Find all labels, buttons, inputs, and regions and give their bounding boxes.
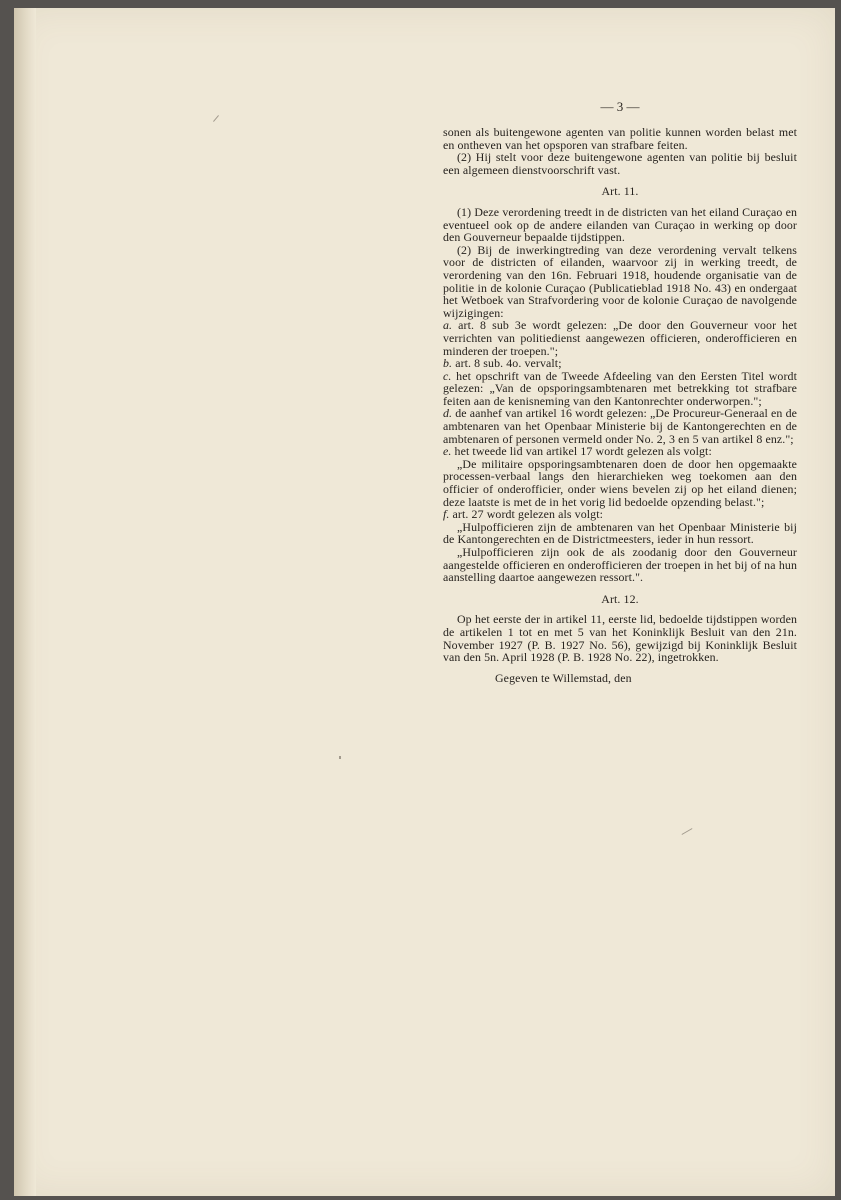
paragraph-art11-lid2: (2) Bij de inwerkingtreding van deze verordening vervalt telkens voor de districten of eilanden, waarvoor zij in werking treedt, de verordening van den 16n. Februari 1918, houdende organisatie van de politie in de kolonie Curaçao (Publicatieblad 1918 No. 43) en ondergaat het Wetboek van Strafvordering voor de kolonie Curaçao de navolgende wijzigingen: bbox=[443, 242, 797, 320]
item-text: de aanhef van artikel 16 wordt gelezen: „De Procureur-Generaal en de ambtenaren van het Openbaar Ministerie bij de Kantongerechten en de ambtenaren of personen vermeld onder No. 2, 3 en 5 van artikel 8 enz."; bbox=[443, 406, 797, 446]
item-letter: f. bbox=[443, 507, 450, 522]
article-12-heading: Art. 12. bbox=[601, 591, 639, 606]
quoted-text: „Hulpofficieren zijn ook de als zoodanig door den Gouverneur aangestelde officieren en onderofficieren der troepen in het bij of na hun aanstelling daartoe aangewezen ressort.". bbox=[443, 545, 797, 585]
item-text: art. 8 sub. 4o. vervalt; bbox=[452, 356, 562, 371]
article-11-heading: Art. 11. bbox=[601, 184, 639, 199]
list-item-a bbox=[443, 319, 797, 357]
item-letter: b. bbox=[443, 356, 453, 371]
page-number: — 3 — bbox=[600, 99, 640, 114]
item-letter: c. bbox=[443, 368, 452, 383]
item-text: art. 8 sub 3e wordt gelezen: „De door den Gouverneur voor het verrichten van politiedienst aangewezen officieren, onderofficieren en minderen der troepen."; bbox=[443, 318, 797, 358]
signoff-line: Gegeven te Willemstad, den bbox=[495, 670, 632, 685]
body-text-column bbox=[443, 126, 797, 684]
item-text: het opschrift van de Tweede Afdeeling van den Eersten Titel wordt gelezen: „Van de opsporingsambtenaren met betrekking tot strafbare feiten aan de kenisneming van den Kantonrechter onderworpen."; bbox=[443, 368, 797, 408]
list-item-c bbox=[443, 370, 797, 408]
item-text: art. 27 wordt gelezen als volgt: bbox=[449, 507, 604, 522]
paragraph-art11-lid1: (1) Deze verordening treedt in de districten van het eiland Curaçao en eventueel ook op de andere eilanden van Curaçao in werking op door den Gouverneur bepaalde tijdstippen. bbox=[443, 204, 797, 245]
quoted-text: „Hulpofficieren zijn de ambtenaren van het Openbaar Ministerie bij de Kantongerechten en de Districtmeesters, ieder in hun ressort. bbox=[443, 519, 797, 547]
quoted-text: „De militaire opsporingsambtenaren doen de door hen opgemaakte processen-verbaal langs den hierarchieken weg toekomen aan den officier of onderofficier, onder wiens bevelen zij op het eiland dienen; deze laatste is met de in het vorig lid bedoelde opzending belast."; bbox=[443, 456, 797, 509]
ink-speck bbox=[339, 756, 341, 759]
item-letter: d. bbox=[443, 406, 453, 421]
list-item-d bbox=[443, 407, 797, 445]
list-item-f bbox=[443, 508, 797, 521]
item-text: het tweede lid van artikel 17 wordt gelezen als volgt: bbox=[451, 444, 712, 459]
page-binding-edge bbox=[14, 8, 36, 1196]
item-letter: e. bbox=[443, 444, 452, 459]
paragraph-art12: Op het eerste der in artikel 11, eerste lid, bedoelde tijdstippen worden de artikelen 1 tot en met 5 van het Koninklijk Besluit van den 21n. November 1927 (P. B. 1927 No. 56), gewijzigd bij Koninklijk Besluit van den 5n. April 1928 (P. B. 1928 No. 22), ingetrokken. bbox=[443, 612, 797, 665]
item-letter: a. bbox=[443, 318, 453, 333]
paragraph-art10-lid2: (2) Hij stelt voor deze buitengewone agenten van politie bij besluit een algemeen dienstvoorschrift vast. bbox=[443, 150, 797, 177]
paragraph-continuation: sonen als buitengewone agenten van politie kunnen worden belast met en ontheven van het opsporen van strafbare feiten. bbox=[443, 125, 797, 152]
list-item-e bbox=[443, 445, 797, 458]
